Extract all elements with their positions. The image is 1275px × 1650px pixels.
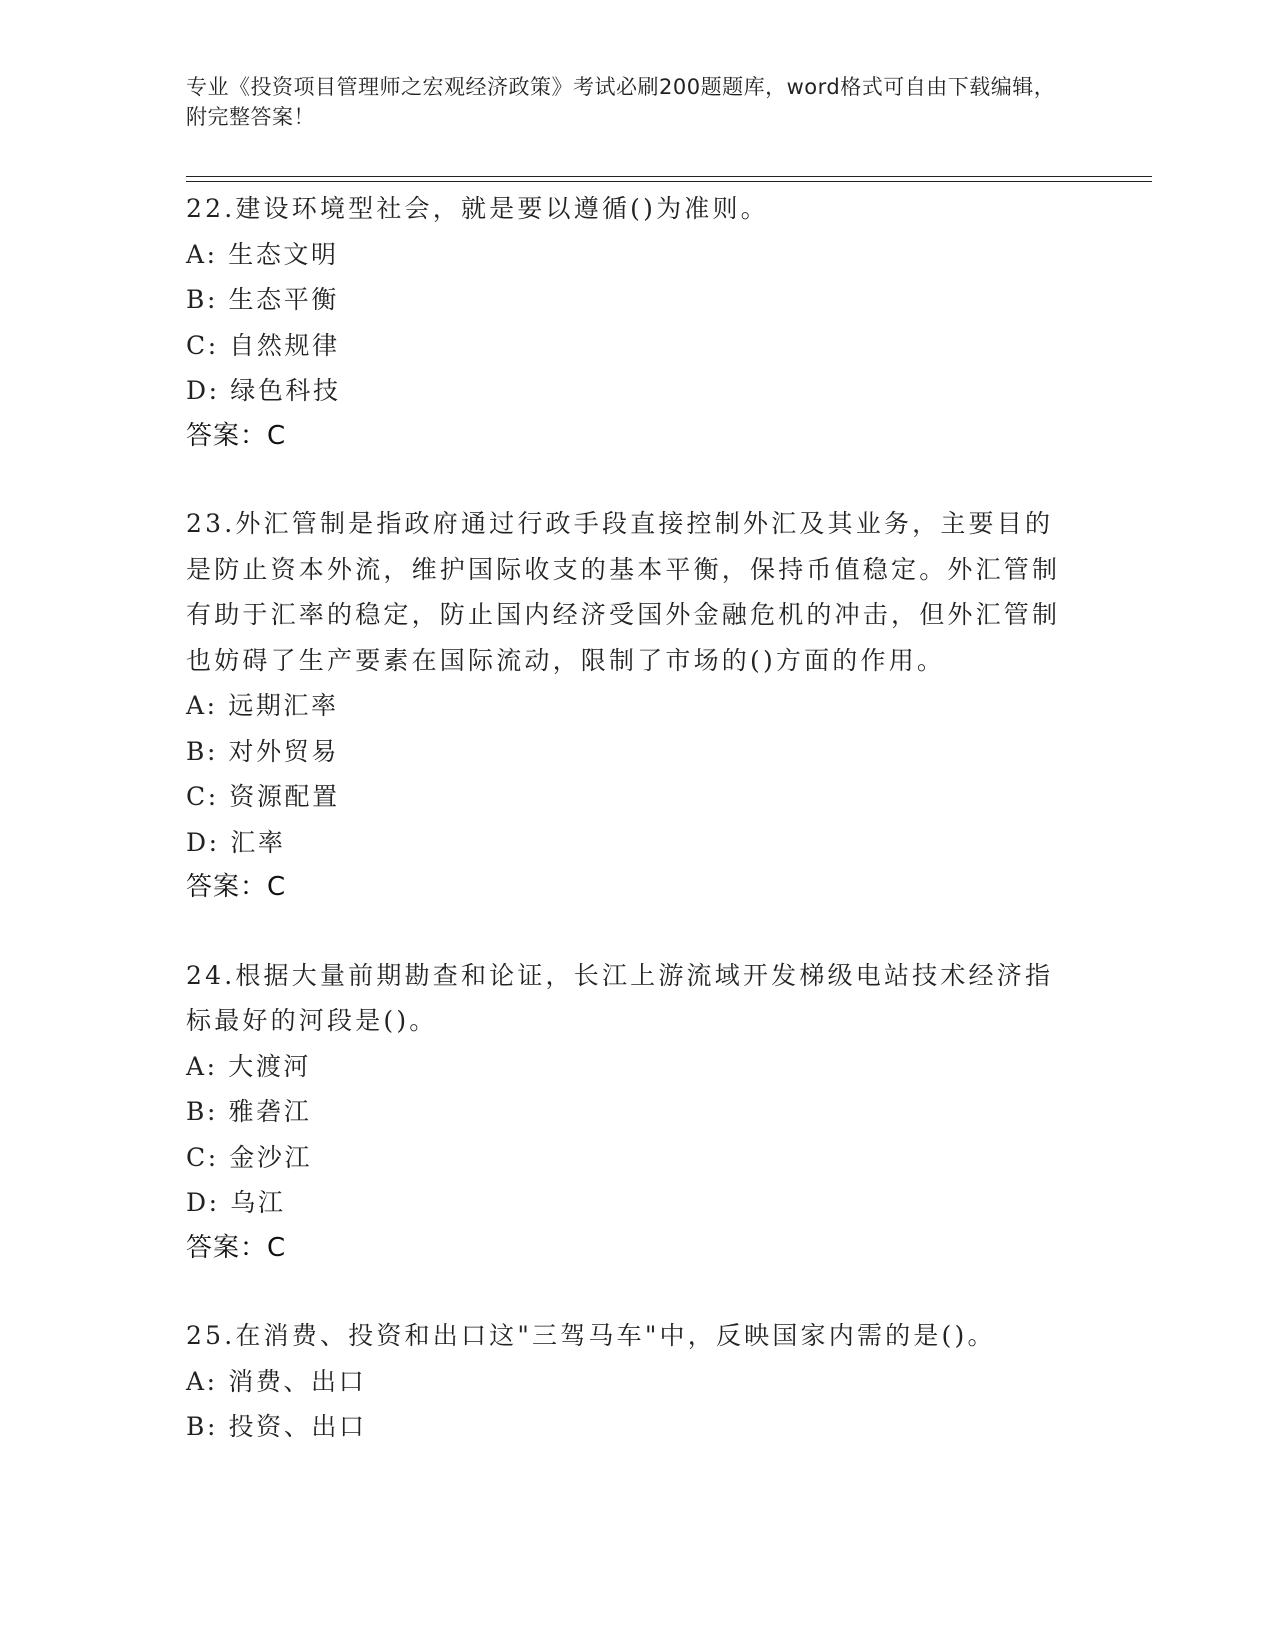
option-a: A: 生态文明 [186, 239, 339, 269]
question-stem: 24.根据大量前期勘查和论证，长江上游流域开发梯级电站技术经济指标最好的河段是()。 [186, 960, 1054, 1035]
question-25 [186, 1313, 1066, 1450]
option-b: B: 生态平衡 [186, 285, 339, 314]
question-list [186, 186, 1066, 1492]
question-22 [186, 186, 1066, 459]
option-d: D: 绿色科技 [186, 376, 341, 405]
answer-line: 答案：C [186, 1232, 287, 1263]
question-stem: 23.外汇管制是指政府通过行政手段直接控制外汇及其业务，主要目的是防止资本外流，维护国际收支的基本平衡，保持币值稳定。外汇管制有助于汇率的稳定，防止国内经济受国外金融危机的冲击，但外汇管制也妨碍了生产要素在国际流动，限制了市场的()方面的作用。 [186, 509, 1061, 675]
question-stem: 22.建设环境型社会，就是要以遵循()为准则。 [186, 194, 769, 223]
question-23 [186, 501, 1066, 911]
option-a: A: 远期汇率 [186, 691, 339, 720]
option-a: A: 大渡河 [186, 1051, 312, 1081]
option-c: C: 金沙江 [186, 1142, 313, 1172]
answer-line: 答案：C [186, 872, 287, 902]
option-c: C: 资源配置 [186, 782, 340, 811]
header-divider-top [186, 176, 1152, 177]
option-d: D: 乌江 [186, 1188, 286, 1217]
option-d: D: 汇率 [186, 827, 286, 857]
option-c: C: 自然规律 [186, 330, 340, 360]
question-stem: 25.在消费、投资和出口这"三驾马车"中，反映国家内需的是()。 [186, 1321, 996, 1350]
option-a: A: 消费、出口 [186, 1366, 367, 1396]
option-b: B: 投资、出口 [186, 1412, 367, 1441]
option-b: B: 对外贸易 [186, 736, 339, 766]
header-divider-bottom [186, 181, 1152, 182]
question-24 [186, 953, 1066, 1272]
option-b: B: 雅砻江 [186, 1097, 312, 1126]
document-intro: 专业《投资项目管理师之宏观经济政策》考试必刷200题题库，word格式可自由下载编辑，附完整答案！ [186, 75, 1056, 129]
answer-line: 答案：C [186, 420, 287, 451]
